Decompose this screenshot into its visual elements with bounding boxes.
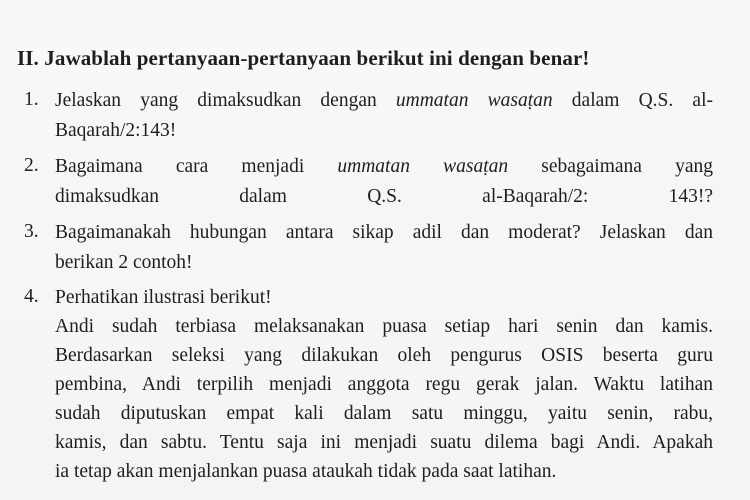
question-number: 3. xyxy=(24,221,39,242)
text-segment: Berdasarkan seleksi yang dilakukan oleh pengurus OSIS beserta guru xyxy=(55,345,713,366)
text-segment: berikan 2 contoh! xyxy=(55,252,193,273)
question-line xyxy=(55,185,713,209)
section-title: II. Jawablah pertanyaan-pertanyaan berikut ini dengan benar! xyxy=(17,46,590,70)
text-segment: Perhatikan ilustrasi berikut! xyxy=(55,287,272,308)
text-segment: dalam Q.S. al- xyxy=(552,90,713,111)
question-line xyxy=(55,155,713,179)
text-segment: Bagaimana cara menjadi xyxy=(55,156,338,177)
paragraph-line xyxy=(55,344,713,368)
paragraph-line xyxy=(55,460,713,484)
text-segment: Jelaskan yang dimaksudkan dengan xyxy=(55,90,396,111)
text-segment: sudah diputuskan empat kali dalam satu minggu, yaitu senin, rabu, xyxy=(55,403,713,424)
italic-term: ummatan wasaṭan xyxy=(337,156,509,177)
text-segment: pembina, Andi terpilih menjadi anggota regu gerak jalan. Waktu latihan xyxy=(55,374,713,395)
text-segment: Baqarah/2:143! xyxy=(55,120,177,141)
text-segment: Andi sudah terbiasa melaksanakan puasa setiap hari senin dan kamis. xyxy=(55,316,713,337)
question-number: 1. xyxy=(24,89,39,110)
question-line xyxy=(55,251,713,275)
text-segment: Bagaimanakah hubungan antara sikap adil dan moderat? Jelaskan dan xyxy=(55,222,713,243)
question-line xyxy=(55,89,713,113)
italic-term: ummatan wasaṭan xyxy=(395,90,553,111)
text-segment: ia tetap akan menjalankan puasa ataukah tidak pada saat latihan. xyxy=(55,461,557,482)
text-segment: sebagaimana yang xyxy=(508,156,713,177)
question-number: 4. xyxy=(24,286,39,307)
paragraph-line xyxy=(55,315,713,339)
question-line xyxy=(55,221,713,245)
question-line xyxy=(55,286,713,310)
question-line xyxy=(55,119,713,143)
paragraph-line xyxy=(55,431,713,455)
text-segment: dimaksudkan dalam Q.S. al-Baqarah/2: 143!? xyxy=(55,186,713,207)
paragraph-line xyxy=(55,402,713,426)
text-segment: kamis, dan sabtu. Tentu saja ini menjadi suatu dilema bagi Andi. Apakah xyxy=(55,432,713,453)
paragraph-line xyxy=(55,373,713,397)
question-number: 2. xyxy=(24,155,39,176)
